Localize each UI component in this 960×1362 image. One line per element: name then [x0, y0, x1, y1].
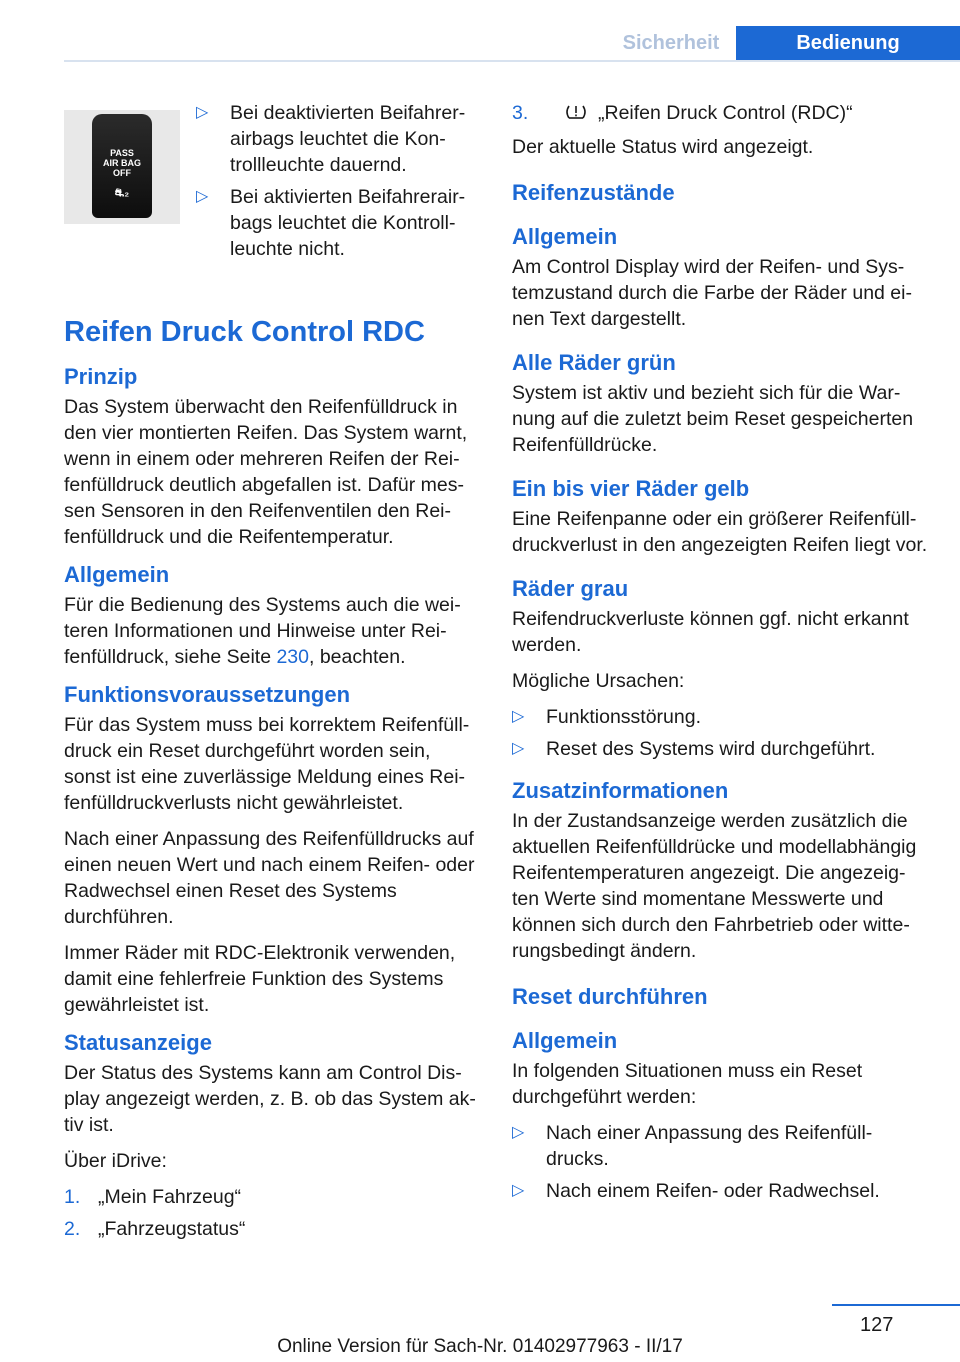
ursachen-list [512, 704, 930, 762]
header-divider [64, 60, 960, 62]
step-text: „Reifen Druck Control (RDC)“ [598, 102, 853, 124]
airbag-off-text: PASS AIR BAG OFF [103, 148, 141, 178]
list-item [512, 1178, 930, 1204]
paragraph-allgemein [64, 592, 480, 670]
paragraph-idrive: Über iDrive: [64, 1150, 167, 1172]
airbag-section [64, 100, 480, 300]
triangle-right-icon: ▷ [512, 1182, 525, 1199]
right-column [512, 100, 930, 1214]
list-item [196, 100, 480, 178]
list-item [512, 704, 930, 730]
bullet-text: Funktionsstörung. [546, 706, 702, 728]
tab-bedienung[interactable]: Bedienung [736, 26, 960, 62]
heading-funktionsvoraussetzungen: Funktionsvoraussetzungen [64, 682, 351, 707]
heading-alle-raeder-gruen: Alle Räder grün [512, 350, 676, 375]
paragraph-gruen: System ist aktiv und bezieht sich für die War-nung auf die zuletzt beim Reset gespeicherten Reifenfülldrücke. [512, 382, 914, 456]
paragraph-gelb: Eine Reifenpanne oder ein größerer Reifenfüll-druckverlust in den angezeigten Reifen liegt vor. [512, 508, 928, 556]
airbag-off-indicator [92, 114, 152, 218]
heading-allgemein: Allgemein [64, 562, 170, 587]
step-number: 3. [512, 102, 529, 124]
heading-prinzip: Prinzip [64, 364, 138, 389]
page-number-rule [832, 1304, 960, 1306]
heading-reifenzustaende: Reifenzustände [512, 180, 675, 205]
list-item [64, 1184, 480, 1210]
triangle-right-icon: ▷ [512, 708, 525, 725]
paragraph-grau: Reifendruckverluste können ggf. nicht erkannt werden. [512, 608, 909, 656]
bullet-text: Bei aktivierten Beifahrerair-bags leuchtet die Kontroll-leuchte nicht. [230, 186, 466, 260]
paragraph-funk-3: Immer Räder mit RDC-Elektronik verwenden, damit eine fehlerfreie Funktion des Systems gewährleistet ist. [64, 942, 456, 1016]
online-version-footer: Online Version für Sach-Nr. 01402977963 - II/17 [277, 1336, 683, 1357]
paragraph-reset: In folgenden Situationen muss ein Reset durchgeführt werden: [512, 1060, 863, 1108]
heading-reset-durchfuehren: Reset durchführen [512, 984, 708, 1009]
heading-raeder-gelb: Ein bis vier Räder gelb [512, 476, 750, 501]
idrive-steps [64, 1184, 480, 1242]
list-item [512, 736, 930, 762]
passenger-airbag-off-image [64, 110, 180, 224]
paragraph-allgemein-right: Am Control Display wird der Reifen- und Sys-temzustand durch die Farbe der Räder und ei-nen Text dargestellt. [512, 256, 912, 330]
paragraph-prinzip: Das System überwacht den Reifenfülldruck in den vier montierten Reifen. Das System warnt, wenn in einem oder mehreren Reifen der Rei-fenfülldruck deutlich abgefallen ist. Dafür mes-sen Sensoren in den Reifenventilen den Rei-fenfülldruck und die Reifentemperatur. [64, 396, 468, 548]
paragraph-zusatz: In der Zustandsanzeige werden zusätzlich die aktuellen Reifenfülldrücke und modellabhängig Reifentemperaturen angezeigt. Die angezeig-ten Werte sind momentane Messwerte und können sich durch den Fahrbetrieb oder witte-rungsbedingt ändern. [512, 810, 917, 962]
list-item [196, 184, 480, 262]
step-number: 1. [64, 1186, 81, 1208]
paragraph-status-current: Der aktuelle Status wird angezeigt. [512, 136, 814, 158]
triangle-right-icon: ▷ [512, 1124, 525, 1141]
tire-pressure-warning-icon [564, 103, 588, 121]
list-item [64, 1216, 480, 1242]
list-item [512, 100, 930, 126]
heading-allgemein-reset: Allgemein [512, 1028, 618, 1053]
seat-icon: ⛐₂ [114, 187, 130, 199]
page-link-230[interactable]: 230 [276, 646, 309, 668]
bullet-text: Bei deaktivierten Beifahrer-airbags leuchtet die Kon-trollleuchte dauernd. [230, 102, 466, 176]
reset-list [512, 1120, 930, 1204]
idrive-steps-cont [512, 100, 930, 126]
heading-raeder-grau: Räder grau [512, 576, 629, 601]
tab-sicherheit[interactable]: Sicherheit [622, 32, 720, 54]
bullet-text: Nach einer Anpassung des Reifenfüll-drucks. [546, 1122, 873, 1170]
text: Für die Bedienung des Systems auch die wei-teren Informationen und Hinweise unter Rei-fenfülldruck, siehe Seite [64, 594, 461, 668]
paragraph-funk-2: Nach einer Anpassung des Reifenfülldrucks auf einen neuen Wert und nach einem Reifen- oder Radwechsel einen Reset des Systems durchführen. [64, 828, 475, 928]
triangle-right-icon: ▷ [512, 740, 525, 757]
heading-zusatzinformationen: Zusatzinformationen [512, 778, 729, 803]
step-number: 2. [64, 1218, 81, 1240]
paragraph-ursachen: Mögliche Ursachen: [512, 670, 685, 692]
bullet-text: Nach einem Reifen- oder Radwechsel. [546, 1180, 880, 1202]
text: , beachten. [309, 646, 406, 668]
triangle-right-icon: ▷ [196, 188, 209, 205]
left-column [64, 100, 480, 1252]
step-text: „Mein Fahrzeug“ [98, 1186, 242, 1208]
paragraph-funk-1: Für das System muss bei korrektem Reifenfüll-druck ein Reset durchgeführt worden sein, sonst ist eine zuverlässige Meldung eines Rei-fenfülldruckverlusts nicht gewährleistet. [64, 714, 470, 814]
heading-allgemein-right: Allgemein [512, 224, 618, 249]
triangle-right-icon: ▷ [196, 104, 209, 121]
page-number: 127 [860, 1314, 894, 1336]
list-item [512, 1120, 930, 1172]
step-text: „Fahrzeugstatus“ [98, 1218, 246, 1240]
paragraph-status: Der Status des Systems kann am Control Dis-play angezeigt werden, z. B. ob das System ak-tiv ist. [64, 1062, 476, 1136]
heading-statusanzeige: Statusanzeige [64, 1030, 212, 1055]
airbag-bullets [196, 100, 480, 268]
section-title-rdc: Reifen Druck Control RDC [64, 316, 425, 348]
bullet-text: Reset des Systems wird durchgeführt. [546, 738, 876, 760]
